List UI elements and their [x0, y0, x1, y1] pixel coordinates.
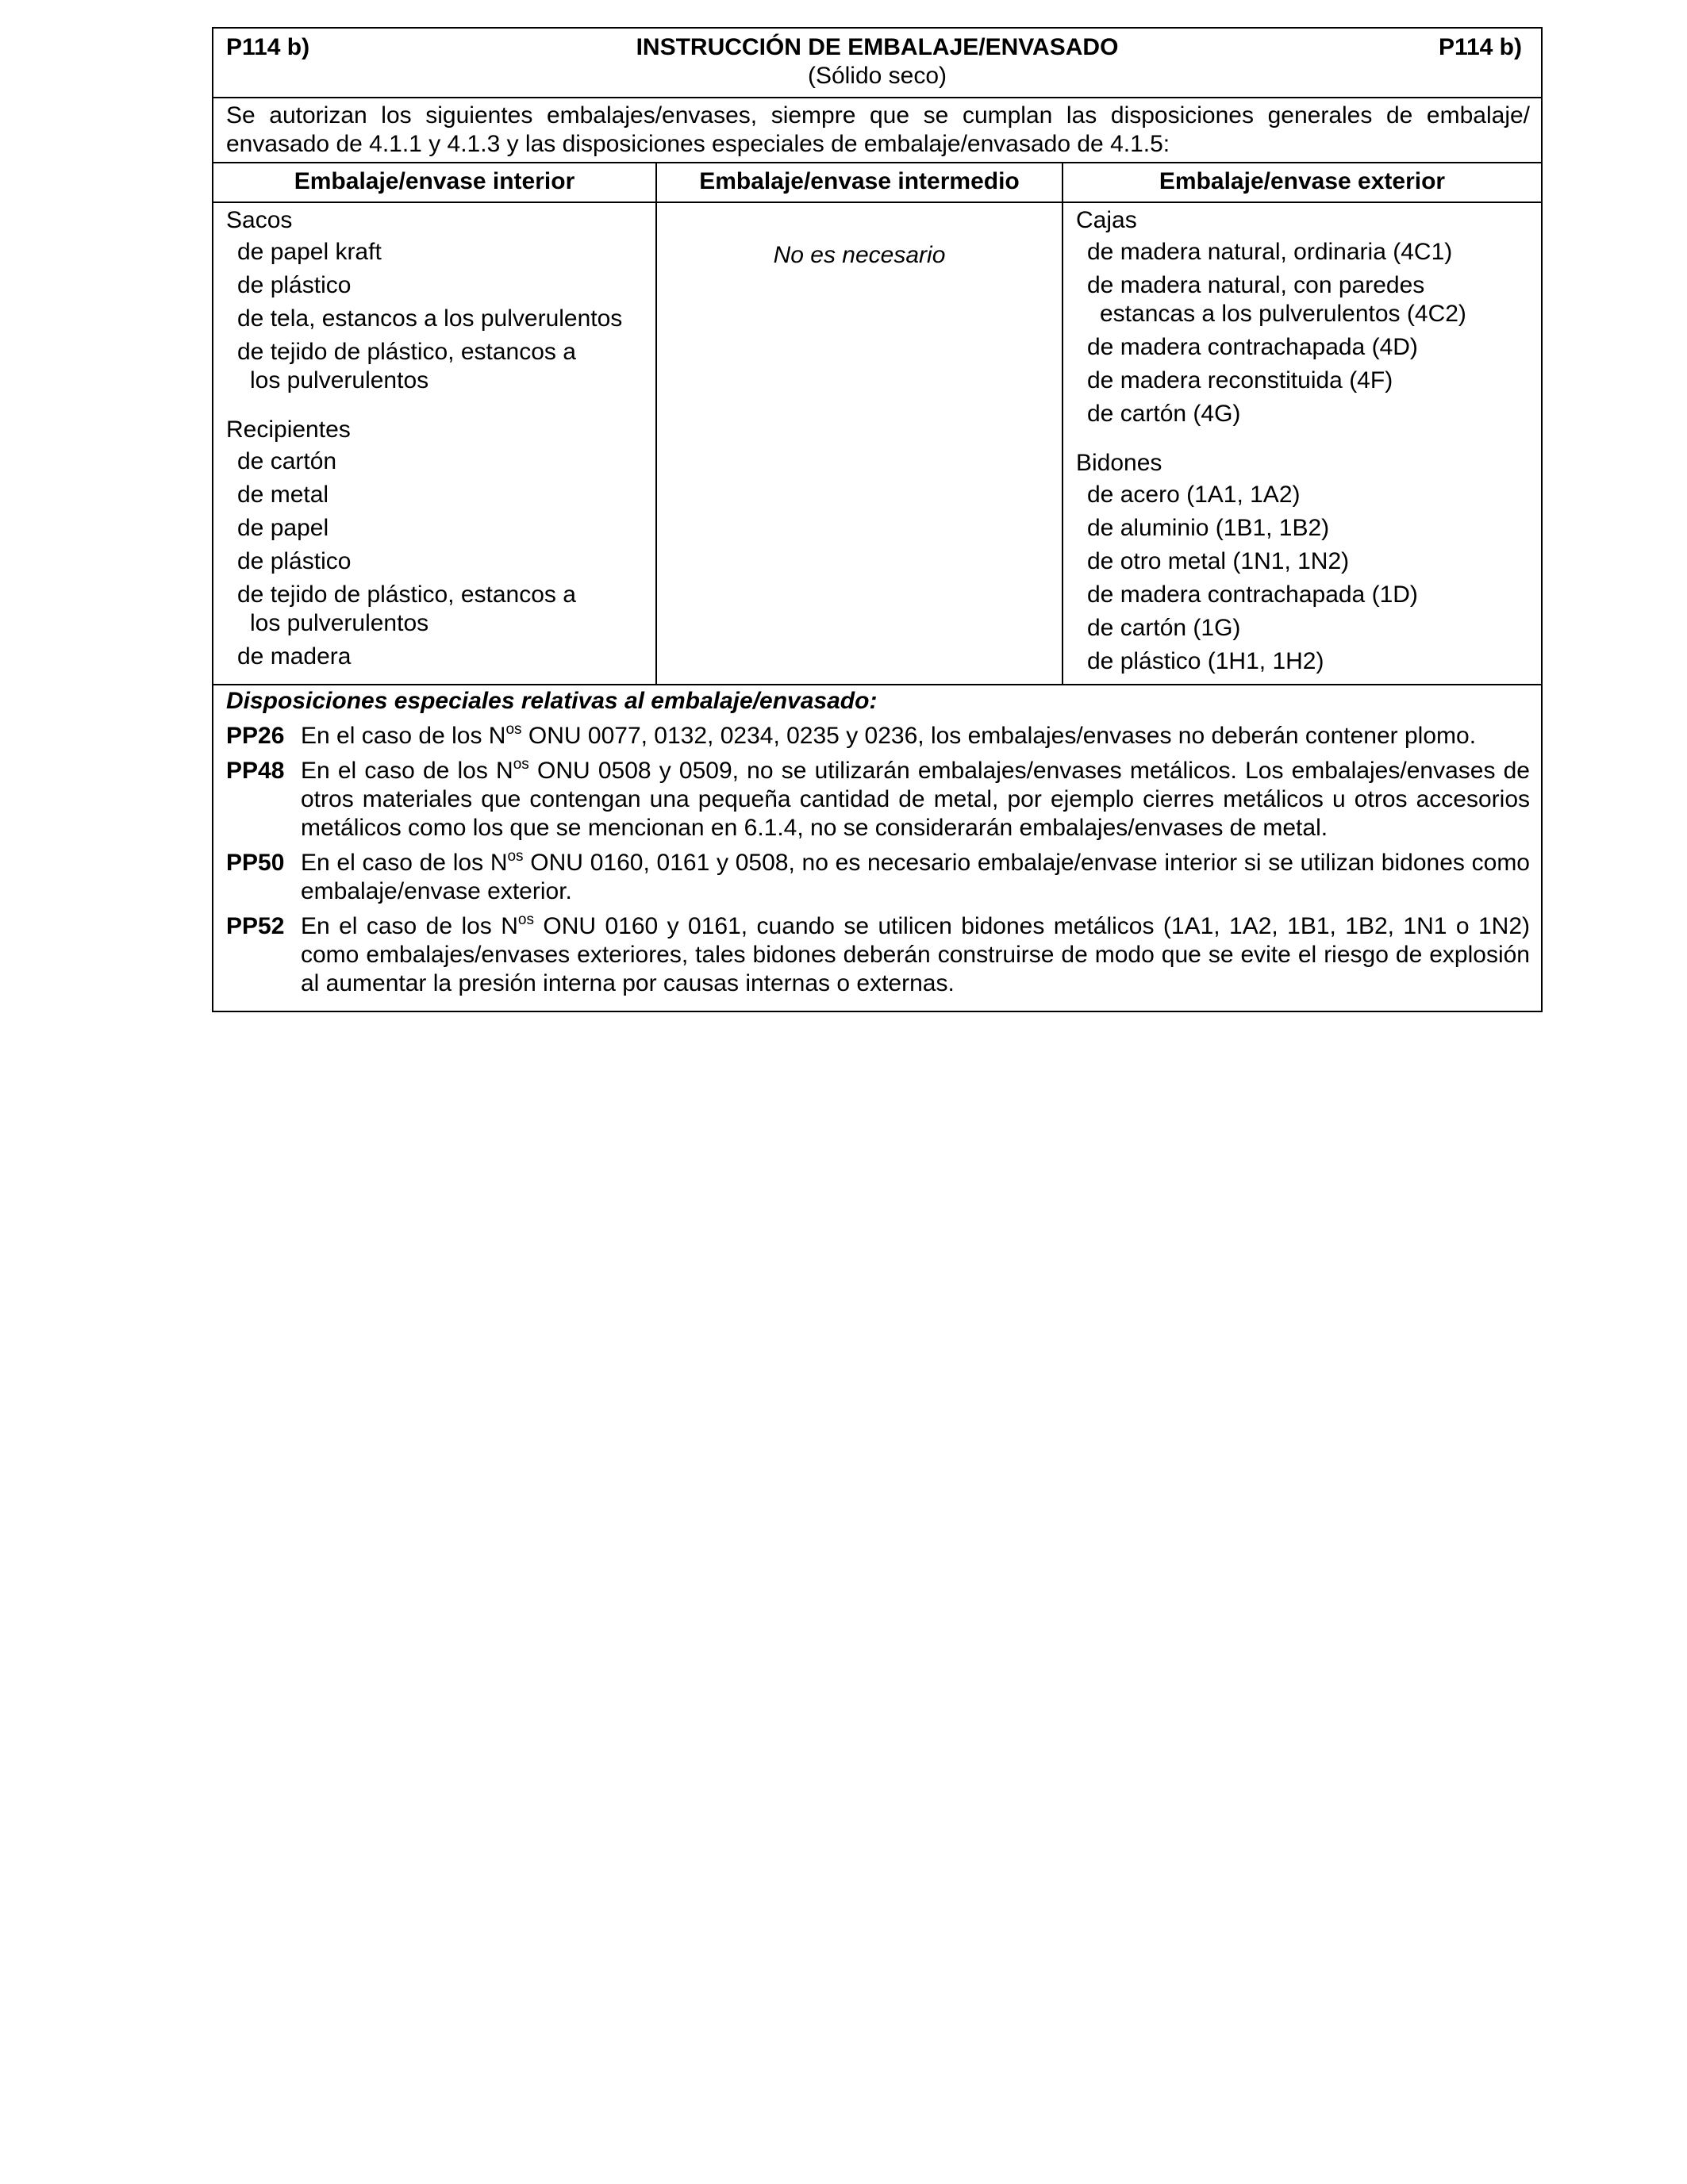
- group-heading: Sacos: [226, 207, 293, 233]
- provision-text: [301, 912, 1530, 998]
- group-heading: Bidones: [1076, 450, 1162, 476]
- provision-text-start: En el caso de los N: [301, 723, 506, 749]
- item-text: de papel kraft: [237, 239, 382, 265]
- column-headers: [213, 163, 1541, 203]
- list-item: [1087, 514, 1535, 543]
- item-text: de cartón (4G): [1087, 401, 1241, 427]
- item-text: de tejido de plástico, estancos a: [237, 582, 576, 608]
- item-text: de metal: [237, 482, 329, 508]
- list-item: [1087, 238, 1535, 267]
- provision-text: [301, 849, 1530, 906]
- intro-line-2: envasado de 4.1.1 y 4.1.3 y las disposiciones especiales de embalaje/envasado de 4.1.5:: [226, 131, 1170, 157]
- special-provisions: [213, 685, 1541, 1011]
- item-text: de madera contrachapada (4D): [1087, 334, 1418, 360]
- item-text-continued: los pulverulentos: [250, 610, 429, 636]
- special-provision: [226, 912, 1530, 998]
- list-item: [237, 581, 649, 638]
- plural-superscript: os: [513, 756, 529, 773]
- group-heading: Cajas: [1076, 207, 1137, 233]
- item-text: de madera contrachapada (1D): [1087, 582, 1418, 608]
- outer-packaging-column: [1063, 203, 1541, 684]
- item-text: de cartón: [237, 448, 337, 474]
- provision-text-body: ONU 0160 y 0161, cuando se utilicen bidones metálicos (1A1, 1A2, 1B1, 1B2, 1N1 o 1N2) como embalajes/envases exteriores, tales bidones deberán construirse de modo que se evite el riesgo de explosión al aumentar la presión interna por causas internas o externas.: [301, 913, 1530, 996]
- packaging-group: [226, 206, 649, 395]
- list-item: [1087, 333, 1535, 362]
- item-text: de plástico (1H1, 1H2): [1087, 648, 1324, 674]
- instruction-title: INSTRUCCIÓN DE EMBALAJE/ENVASADO: [636, 34, 1119, 60]
- item-text: de plástico: [237, 548, 352, 574]
- packing-instruction-table: [212, 27, 1543, 1012]
- provision-text: [301, 757, 1530, 843]
- list-item: [1087, 367, 1535, 395]
- item-text: de plástico: [237, 272, 352, 298]
- item-text: de otro metal (1N1, 1N2): [1087, 548, 1350, 574]
- list-item: [237, 643, 649, 671]
- table-header: [213, 29, 1541, 98]
- special-provision: [226, 849, 1530, 906]
- item-text: de tela, estancos a los pulverulentos: [237, 305, 623, 332]
- intro-paragraph: [213, 98, 1541, 163]
- provision-code: PP50: [226, 850, 285, 876]
- intermediate-packaging-column: [657, 203, 1063, 684]
- list-item: [237, 547, 649, 576]
- item-text-continued: los pulverulentos: [250, 367, 429, 393]
- item-text: de tejido de plástico, estancos a: [237, 339, 576, 365]
- list-item: [1087, 614, 1535, 643]
- item-text: de acero (1A1, 1A2): [1087, 482, 1301, 508]
- list-item: [237, 271, 649, 300]
- list-item: [237, 338, 649, 395]
- inner-packaging-column: [213, 203, 657, 684]
- instruction-code-left: P114 b): [226, 34, 310, 60]
- intermediate-text: No es necesario: [773, 242, 946, 268]
- item-text: de papel: [237, 515, 329, 541]
- special-provisions-title: Disposiciones especiales relativas al embalaje/envasado:: [226, 688, 878, 714]
- column-header-intermediate: Embalaje/envase intermedio: [657, 163, 1063, 202]
- provision-text-start: En el caso de los N: [301, 913, 518, 939]
- plural-superscript: os: [505, 721, 522, 738]
- provision-text-body: ONU 0160, 0161 y 0508, no es necesario embalaje/envase interior si se utilizan bidones como embalaje/envase exterior.: [301, 850, 1530, 904]
- list-item: [1087, 271, 1535, 328]
- list-item: [237, 481, 649, 509]
- provision-code: PP52: [226, 913, 285, 939]
- packaging-group: [226, 416, 649, 671]
- special-provision: [226, 722, 1530, 750]
- item-text: de madera reconstituida (4F): [1087, 367, 1393, 393]
- item-text-continued: estancas a los pulverulentos (4C2): [1100, 301, 1466, 327]
- list-item: [237, 305, 649, 333]
- provision-text-start: En el caso de los N: [301, 850, 508, 876]
- plural-superscript: os: [517, 912, 534, 928]
- list-item: [237, 447, 649, 476]
- item-text: de cartón (1G): [1087, 615, 1241, 641]
- provision-code: PP48: [226, 758, 285, 784]
- list-item: [1087, 581, 1535, 609]
- provision-text-start: En el caso de los N: [301, 758, 513, 784]
- provision-text-body: ONU 0077, 0132, 0234, 0235 y 0236, los embalajes/envases no deberán contener plomo.: [521, 723, 1477, 749]
- list-item: [1087, 647, 1535, 676]
- item-text: de aluminio (1B1, 1B2): [1087, 515, 1330, 541]
- plural-superscript: os: [507, 848, 524, 865]
- provision-text-body: ONU 0508 y 0509, no se utilizarán embalajes/envases metálicos. Los embalajes/envases de otros materiales que contengan una pequeña cantidad de metal, por ejemplo cierres metálicos u otros accesorios metálicos como los que se mencionan en 6.1.4, no se considerarán embalajes/envases de metal.: [301, 758, 1530, 841]
- provision-text: [301, 722, 1530, 750]
- intro-line-1: Se autorizan los siguientes embalajes/envases, siempre que se cumplan las disposiciones generales de embalaje/: [226, 102, 1530, 129]
- column-header-inner: Embalaje/envase interior: [213, 163, 657, 202]
- special-provisions-list: [226, 722, 1530, 998]
- list-item: [1087, 547, 1535, 576]
- column-header-outer: Embalaje/envase exterior: [1159, 168, 1446, 194]
- packaging-group: [1076, 449, 1535, 676]
- list-item: [237, 514, 649, 543]
- list-item: [237, 238, 649, 267]
- list-item: [1087, 400, 1535, 428]
- item-text: de madera natural, ordinaria (4C1): [1087, 239, 1453, 265]
- item-text: de madera: [237, 643, 352, 670]
- provision-code: PP26: [226, 723, 285, 749]
- group-heading: Recipientes: [226, 416, 351, 443]
- item-text: de madera natural, con paredes: [1087, 272, 1425, 298]
- packaging-group: [1076, 206, 1535, 428]
- instruction-subtitle: (Sólido seco): [807, 63, 947, 89]
- instruction-code-right: P114 b): [1438, 34, 1522, 60]
- list-item: [1087, 481, 1535, 509]
- special-provision: [226, 757, 1530, 843]
- column-bodies: [213, 203, 1541, 685]
